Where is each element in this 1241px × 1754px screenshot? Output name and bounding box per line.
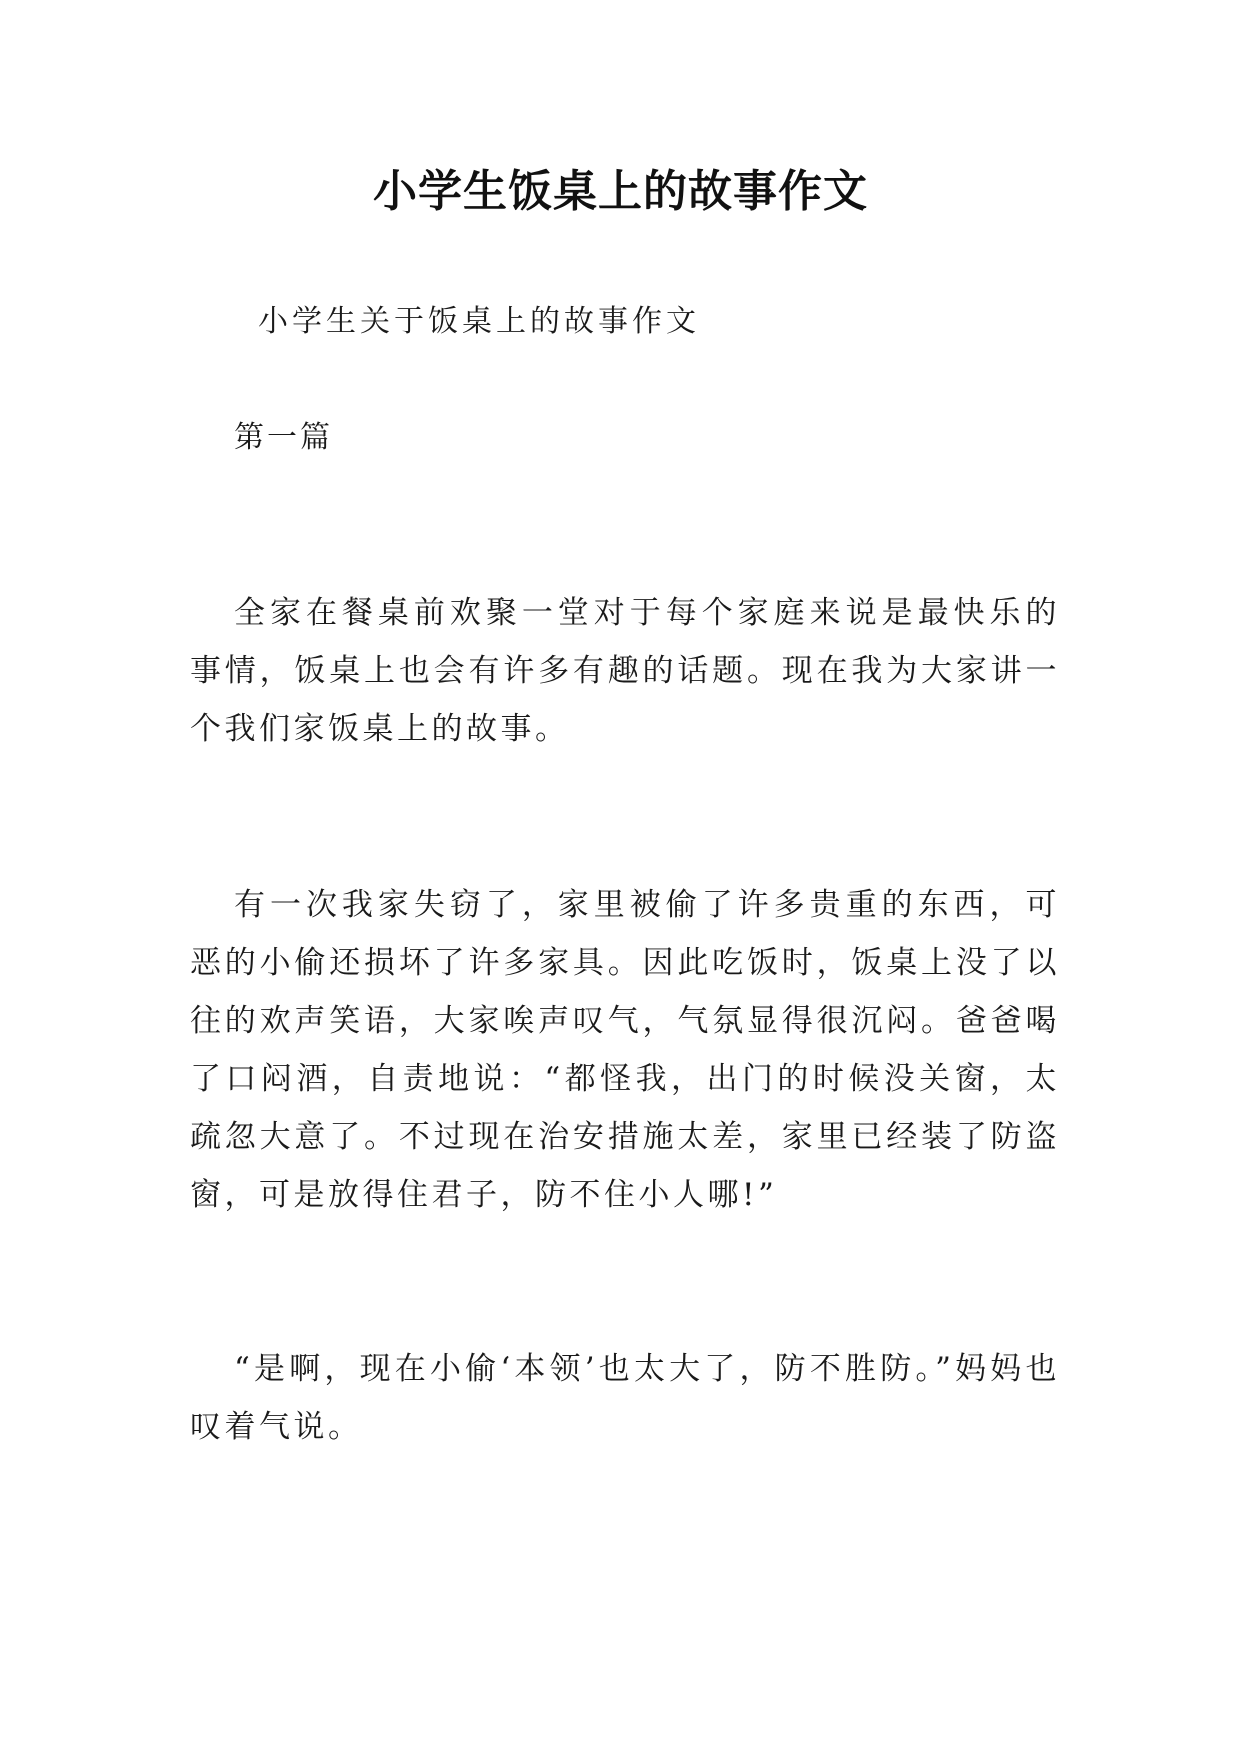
document-subtitle: 小学生关于饭桌上的故事作文 [258, 304, 700, 339]
document-title: 小学生饭桌上的故事作文 [373, 166, 868, 217]
section-label: 第一篇 [234, 420, 333, 455]
paragraph-2: 有一次我家失窃了，家里被偷了许多贵重的东西，可恶的小偷还损坏了许多家具。因此吃饭时，饭桌上没了以往的欢声笑语，大家唉声叹气，气氛显得很沉闷。爸爸喝了口闷酒，自责地说：“都怪我，出门的时候没关窗，太疏忽大意了。不过现在治安措施太差，家里已经装了防盗窗，可是放得住君子，防不住小人哪!” [190, 887, 1060, 1213]
paragraph-3: “是啊，现在小偷‘本领’也太大了，防不胜防。”妈妈也叹着气说。 [190, 1351, 1060, 1445]
paragraph-1: 全家在餐桌前欢聚一堂对于每个家庭来说是最快乐的事情，饭桌上也会有许多有趣的话题。现在我为大家讲一个我们家饭桌上的故事。 [190, 595, 1060, 747]
